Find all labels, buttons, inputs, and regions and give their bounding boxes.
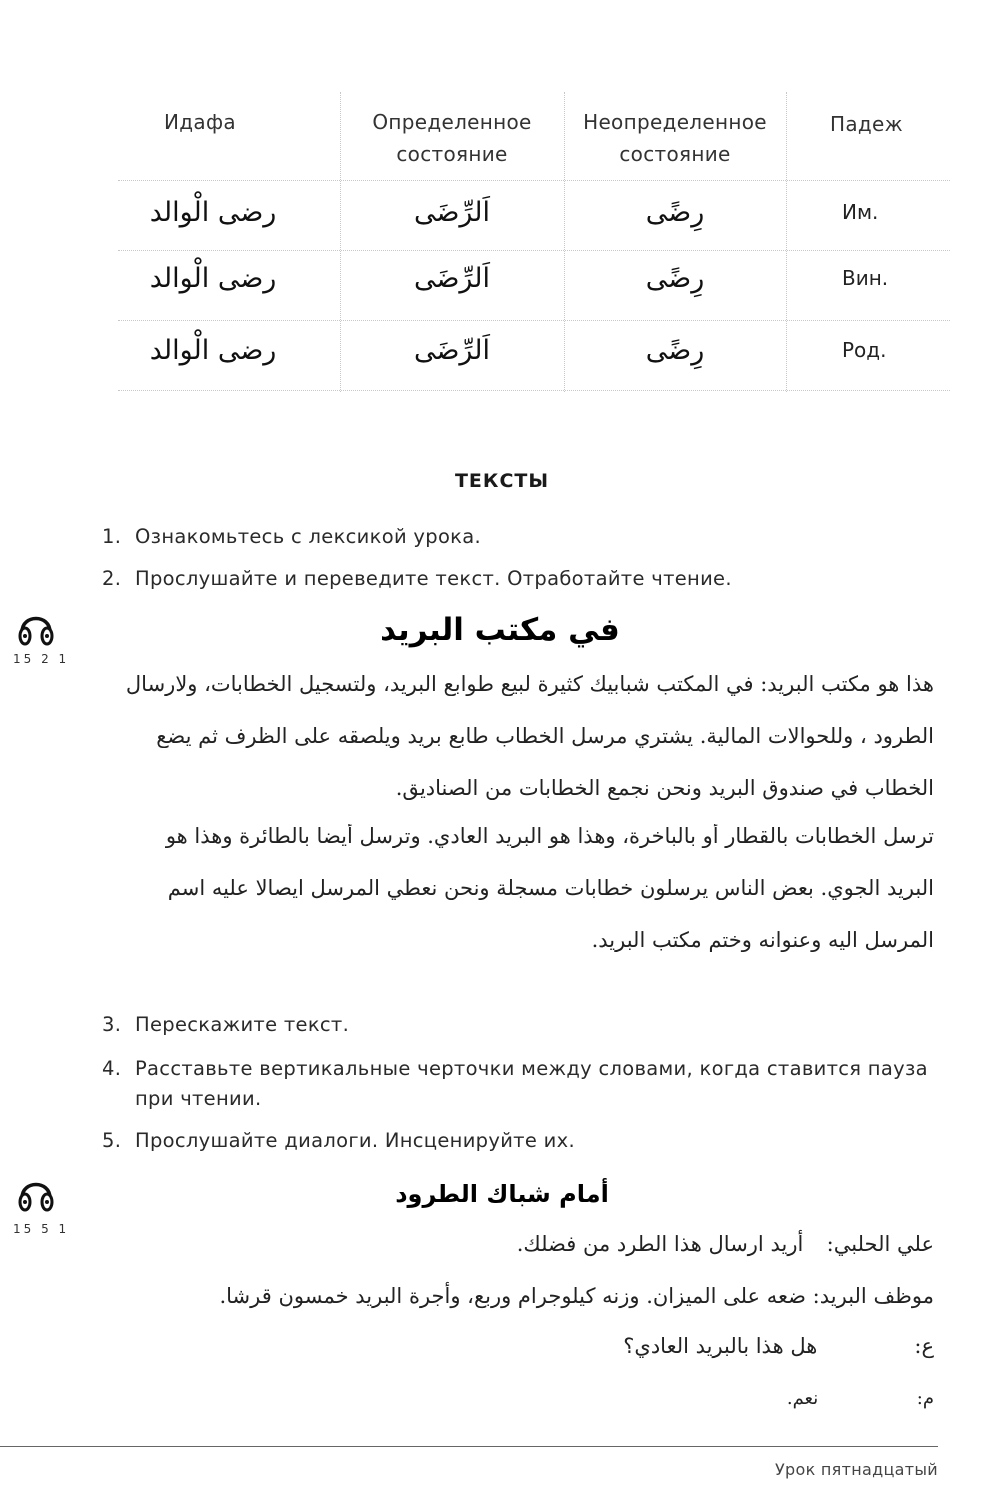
task-text: Перескажите текст.: [135, 1013, 350, 1036]
dialogue-speaker: ع:: [914, 1334, 934, 1358]
dialogue-title: أمام شباك الطرود: [395, 1180, 609, 1208]
task-number: 1.: [102, 525, 122, 548]
task-text: Ознакомьтесь с лексикой урока.: [135, 525, 482, 548]
task-4: [102, 1054, 942, 1114]
header-indefinite-line1: Неопределенное: [583, 110, 767, 134]
header-indefinite: [564, 106, 786, 170]
task-number: 5.: [102, 1129, 122, 1152]
dialogue-text: هل هذا بالبريد العادي؟: [623, 1334, 818, 1358]
dialogue-speaker: موظف البريد:: [812, 1284, 934, 1308]
row2-idafa: رضى الْوالد: [149, 262, 277, 294]
header-idafa: Идафа: [164, 110, 236, 134]
row2-case: Вин.: [842, 266, 889, 290]
header-definite-line2: состояние: [396, 142, 508, 166]
dialogue-line: [64, 1388, 934, 1409]
dialogue-text: ضعه على الميزان. وزنه كيلوجرام وربع، وأجرة البريد خمسون قرشا.: [219, 1284, 806, 1308]
row1-idafa: رضى الْوالد: [149, 196, 277, 228]
dialogue-text: نعم.: [786, 1388, 819, 1409]
section-title: ТЕКСТЫ: [454, 470, 550, 492]
header-case: Падеж: [830, 112, 903, 136]
audio-track-number: 15 5 1: [13, 1222, 70, 1236]
task-number: 3.: [102, 1013, 122, 1036]
task-text: Расставьте вертикальные черточки между словами, когда ставится пауза при чтении.: [135, 1057, 928, 1110]
row1-indefinite: رِضًى: [645, 196, 705, 228]
text-line: هذا هو مكتب البريد: في المكتب شبابيك كثيرة لبيع طوابع البريد، ولتسجيل الخطابات، ولارسال: [125, 672, 934, 696]
dialogue-speaker: م:: [916, 1388, 934, 1409]
table-divider: [118, 390, 950, 391]
text-line: البريد الجوي. بعض الناس يرسلون خطابات مسجلة ونحن نعطي المرسل ايصالا عليه اسم: [167, 876, 934, 900]
task-3: [102, 1010, 942, 1040]
task-number: 4.: [102, 1057, 122, 1080]
header-definite: [340, 106, 564, 170]
task-text: Прослушайте и переведите текст. Отработайте чтение.: [135, 567, 732, 590]
row2-indefinite: رِضًى: [645, 262, 705, 294]
task-2: [102, 564, 942, 594]
text-line: الخطاب في صندوق البريد ونحن نجمع الخطابات من الصناديق.: [395, 776, 934, 800]
dialogue-line: [517, 1232, 934, 1256]
table-divider: [118, 250, 950, 251]
row1-definite: اَلرِّضَى: [413, 196, 491, 228]
declension-table: [118, 92, 950, 392]
row3-idafa: رضى الْوالد: [149, 334, 277, 366]
task-text: Прослушайте диалоги. Инсценируйте их.: [135, 1129, 575, 1152]
header-indefinite-line2: состояние: [619, 142, 731, 166]
row1-case: Им.: [842, 200, 879, 224]
text-title: في مكتب البريد: [380, 612, 620, 648]
row3-definite: اَلرِّضَى: [413, 334, 491, 366]
task-1: [102, 522, 942, 552]
table-divider: [118, 320, 950, 321]
text-line: المرسل اليه وعنوانه وختم مكتب البريد.: [591, 928, 934, 952]
text-line: ترسل الخطابات بالقطار أو بالباخرة، وهذا هو البريد العادي. وترسل أيضا بالطائرة وهذا هو: [165, 824, 934, 848]
task-5: [102, 1126, 942, 1156]
row3-indefinite: رِضًى: [645, 334, 705, 366]
dialogue-text: أريد ارسال هذا الطرد من فضلك.: [516, 1232, 804, 1256]
header-definite-line1: Определенное: [372, 110, 532, 134]
footer-lesson-title: Урок пятнадцатый: [774, 1460, 938, 1479]
row2-definite: اَلرِّضَى: [413, 262, 491, 294]
footer-rule: [0, 1446, 938, 1447]
row3-case: Род.: [842, 338, 887, 362]
dialogue-line: [64, 1334, 934, 1358]
dialogue-speaker: علي الحلبي:: [826, 1232, 934, 1256]
table-divider: [118, 180, 950, 181]
task-number: 2.: [102, 567, 122, 590]
audio-track-number: 15 2 1: [13, 652, 70, 666]
dialogue-line: [219, 1284, 934, 1308]
text-line: الطرود ، وللحوالات المالية. يشتري مرسل الخطاب طابع بريد ويلصقه على الظرف ثم يضع: [156, 724, 934, 748]
